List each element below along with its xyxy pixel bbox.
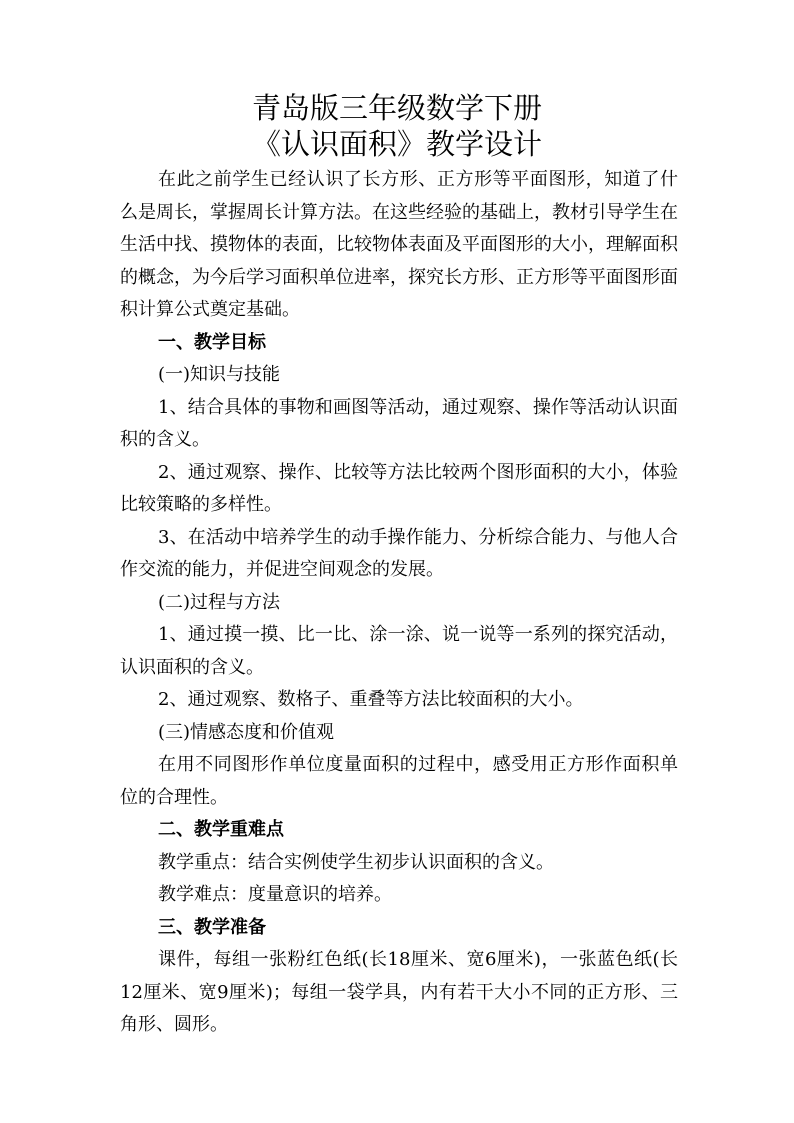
subsection-heading-process: (二)过程与方法 — [158, 591, 281, 613]
paragraph: 3、在活动中培养学生的动手操作能力、分析综合能力、与他人合作交流的能力，并促进空间观念的发展。 — [120, 526, 678, 580]
paragraph: 教学重点：结合实例使学生初步认识面积的含义。 — [158, 851, 554, 873]
document-title-line1: 青岛版三年级数学下册 — [251, 91, 542, 125]
subsection-heading-attitude: (三)情感态度和价值观 — [158, 721, 335, 743]
section-heading-key-points: 二、教学重难点 — [158, 819, 284, 840]
paragraph: 课件，每组一张粉红色纸(长18厘米、宽6厘米)，一张蓝色纸(长12厘米、宽9厘米)；每组一袋学具，内有若干大小不同的正方形、三角形、圆形。 — [120, 949, 678, 1035]
paragraph: 在用不同图形作单位度量面积的过程中，感受用正方形作面积单位的合理性。 — [120, 754, 678, 808]
paragraph: 2、通过观察、数格子、重叠等方法比较面积的大小。 — [158, 689, 584, 710]
section-heading-preparation: 三、教学准备 — [158, 916, 266, 938]
paragraph: 2、通过观察、操作、比较等方法比较两个图形面积的大小，体验比较策略的多样性。 — [120, 461, 678, 515]
paragraph: 1、通过摸一摸、比一比、涂一涂、说一说等一系列的探究活动，认识面积的含义。 — [120, 624, 678, 678]
paragraph: 1、结合具体的事物和画图等活动，通过观察、操作等活动认识面积的含义。 — [120, 396, 678, 450]
document-body — [120, 164, 678, 1042]
subsection-heading-knowledge: (一)知识与技能 — [158, 364, 281, 385]
intro-paragraph: 在此之前学生已经认识了长方形、正方形等平面图形，知道了什么是周长，掌握周长计算方法。在这些经验的基础上，教材引导学生在生活中找、摸物体的表面，比较物体表面及平面图形的大小，理解面积的概念，为今后学习面积单位进率，探究长方形、正方形等平面图形面积计算公式奠定基础。 — [120, 169, 678, 320]
document-title-line2: 《认识面积》教学设计 — [251, 127, 542, 161]
paragraph: 教学难点：度量意识的培养。 — [158, 884, 392, 905]
section-heading-objectives: 一、教学目标 — [158, 331, 266, 353]
